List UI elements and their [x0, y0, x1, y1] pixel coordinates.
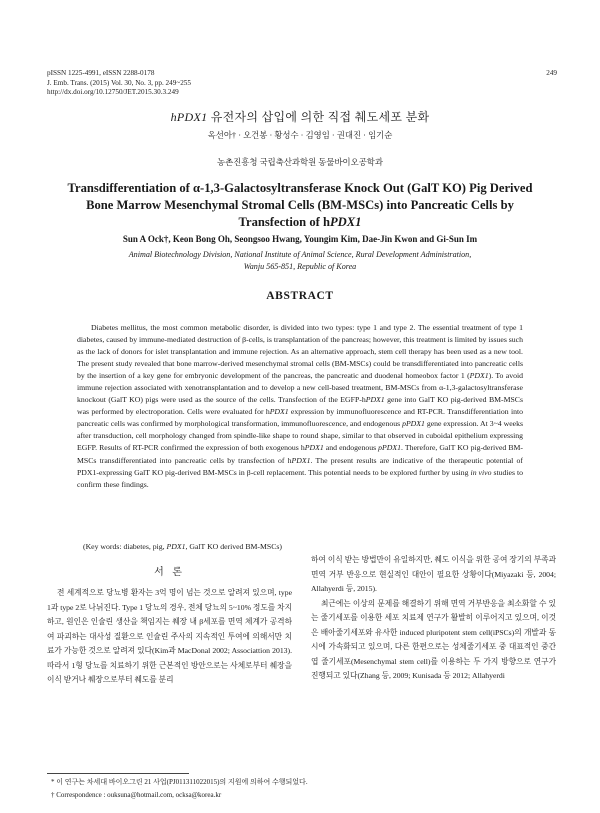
abstract-gene: pPDX1	[378, 443, 401, 453]
abstract-text: . The present results are indicative of the therapeutic potential of PDX1-expressing GalT KO pig-derived BM-MSCs in β-cell replacement. This potential needs to be explored further by using	[77, 455, 523, 477]
left-column	[47, 563, 292, 688]
doi-link[interactable]: http://dx.doi.org/10.12750/JET.2015.30.3.249	[47, 88, 179, 97]
abstract-gene: PDX1	[365, 395, 385, 405]
journal-citation: J. Emb. Trans. (2015) Vol. 30, No. 3, pp. 249~255	[47, 78, 191, 87]
abstract-text: gene into GalT KO pig-derived BM-MSCs was performed by electroporation. Cells were evaluated for h	[77, 395, 523, 417]
korean-authors: 옥선아† · 오건봉 · 황성수 · 김영임 · 권대진 · 임기순	[207, 131, 393, 140]
keywords-gene: PDX1	[166, 542, 186, 551]
correspondence-footnote: † Correspondence : ouksuna@hotmail.com, ocksa@korea.kr	[51, 791, 222, 799]
english-title	[60, 180, 540, 231]
abstract-gene: PDX1	[291, 455, 311, 465]
journal-header	[47, 69, 557, 98]
page-number: 249	[546, 69, 557, 77]
english-authors: Sun A Ock†, Keon Bong Oh, Seongsoo Hwang, Youngim Kim, Dae-Jin Kwon and Gi-Sun Im	[122, 234, 478, 244]
abstract-text: expression by immunofluorescence and RT-PCR. Transdifferentiation into pancreatic cells was confirmed by morphological transformation, immunofluorescence, and endogenous	[77, 407, 524, 429]
english-affiliation	[70, 249, 530, 272]
abstract-text: and endogenous	[323, 443, 379, 453]
intro-paragraph: 전 세계적으로 당뇨병 환자는 3억 명이 넘는 것으로 알려져 있으며, type 1과 type 2로 나뉘진다. Type 1 당뇨의 경우, 전체 당뇨의 5~10% 정도를 차지하고, 원인은 인슐린 생산을 책임지는 췌장 내 β세포를 면역 체계가 공격하여 파괴하는 대사성 질환으로 인슐린 주사의 지속적인 투여에 의해서만 치료가 가능한 것으로 알려져 있다(Kim과 MacDonal 2002; Associattion 2013). 따라서 1형 당뇨를 치료하기 위한 근본적인 방안으로는 사체로부터 췌장을 이식 받거나 췌장으로부터 췌도를 분리	[47, 588, 292, 684]
introduction-heading: 서 론	[154, 567, 185, 578]
right-column	[311, 553, 556, 684]
korean-affiliation: 농촌진흥청 국립축산과학원 동물바이오공학과	[217, 158, 383, 167]
affiliation-line-1: Animal Biotechnology Division, National Institute of Animal Science, Rural Development Administration,	[128, 250, 472, 259]
abstract-gene: PDX1	[469, 371, 489, 381]
abstract-text: ). To avoid immune rejection associated with xenotransplantation and to develop a new cell-based treatment, BM-MSCs from α-1,3-galactosyltransferase knockout (GalT KO) pigs were used as the source of the cells. Transfection of the EGFP-h	[77, 371, 524, 405]
korean-title-text: 유전자의 삽입에 의한 직접 췌도세포 분화	[207, 110, 430, 124]
english-title-text: Transdifferentiation of α-1,3-Galactosyltransferase Knock Out (GalT KO) Pig Derived Bone Marrow Mesenchymal Stromal Cells (BM-MSCs) into Pancreatic Cells by Transfection of h	[67, 181, 533, 229]
keywords	[83, 541, 523, 553]
abstract-text: studies to confirm these findings.	[77, 467, 523, 489]
abstract-text: gene expression. At 3~4 weeks after transduction, cell morphology changed from spindle-like shape to round shape, similar to that observed in cuboidal epithelium expressing EGFP. Results of RT-PCR confirmed the expression of both exogenous h	[77, 419, 523, 453]
abstract-body	[77, 322, 523, 491]
abstract-text: . Therefore, GalT KO pig-derived BM-MSCs transdifferentiated into pancreatic cells by transfection of h	[77, 443, 524, 465]
abstract-term: in vivo	[470, 467, 492, 477]
footnotes	[51, 776, 556, 802]
issn-line: pISSN 1225-4991, eISSN 2288-0178	[47, 69, 155, 77]
abstract-gene: PDX1	[304, 443, 324, 453]
korean-title	[0, 108, 600, 125]
intro-paragraph-continued: 하여 이식 받는 방법만이 유일하지만, 췌도 이식을 위한 공여 장기의 부족과 면역 거부 반응으로 현실적인 대안이 필요한 상황이다(Miyazaki 등, 2004; Allahyerdi 등, 2015).	[311, 555, 556, 593]
keywords-prefix: (Key words: diabetes, pig,	[83, 542, 167, 551]
intro-paragraph: 최근에는 이상의 문제를 해결하기 위해 면역 거부반응을 최소화할 수 있는 줄기세포를 이용한 세포 치료제 연구가 활발히 이루어지고 있으며, 이것은 배아줄기세포와 유사한 induced pluripotent stem cell(iPSCs)의 개발과 동시에 가속화되고 있으며, 다른 한편으로는 성체줄기세포 중 대표적인 중간엽 줄기세포(Mesenchymal stem cell)를 이용하는 두 가지 방향으로 연구가 진행되고 있다(Zhang 등, 2009; Kunisada 등 2012; Allahyerdi	[311, 598, 556, 680]
english-title-gene: PDX1	[329, 215, 362, 229]
abstract-heading: ABSTRACT	[266, 290, 334, 302]
keywords-suffix: , GalT KO derived BM-MSCs)	[185, 542, 282, 551]
abstract-gene: PDX1	[269, 407, 289, 417]
footnote-divider	[47, 773, 189, 774]
korean-title-gene: hPDX1	[170, 110, 208, 124]
affiliation-line-2: Wanju 565-851, Republic of Korea	[243, 261, 357, 271]
funding-footnote: * 이 연구는 차세대 바이오그린 21 사업(PJ011311022015)의 지원에 의하여 수행되었다.	[51, 778, 308, 786]
abstract-gene: pPDX1	[402, 419, 425, 429]
abstract-text: Diabetes mellitus, the most common metabolic disorder, is divided into two types: type 1 and type 2. The essential treatment of type 1 diabetes, caused by immune-mediated destruction of β-cells, is transplantation of the pancreas; however, this treatment is limited by issues such as the lack of donors for islet transplantation and immune rejection. As an alternative approach, stem cell therapy has been used as a new tool. The present study revealed that bone marrow-derived mesenchymal stromal cells (BM-MSCs) could be transdifferentiated into pancreatic cells by the insertion of a key gene for embryonic development of the pancreas, the pancreatic and duodenal homeobox factor 1 (	[77, 323, 523, 381]
